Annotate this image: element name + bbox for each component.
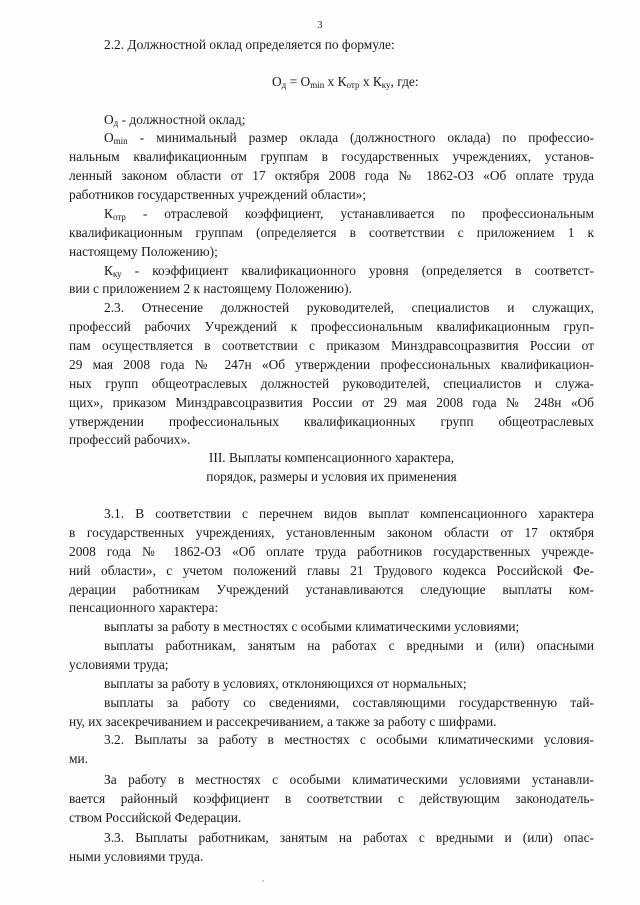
scan-speck: [262, 880, 264, 882]
clause-3-1-line: дерации работникам Учреждений устанавливаются следующие выплаты ком-: [69, 582, 594, 597]
clause-2-2: 2.2. Должностной оклад определяется по формуле:: [104, 37, 395, 52]
salary-formula: $О_д = О_{min}$ х $К_{отр}$ х $К_{ку}$, где:: [272, 74, 419, 90]
clause-2-3-line: пам осуществляется в соответствии с приказом Минздравсоцразвития России от: [69, 338, 594, 353]
clause-2-3-line: 2.3. Отнесение должностей руководителей, специалистов и служащих,: [104, 300, 594, 315]
clause-3-2-text-line: За работу в местностях с особыми климатическими условиями устанавли-: [104, 772, 594, 787]
section-3-title: III. Выплаты компенсационного характера,: [208, 450, 455, 465]
payment-item: выплаты за работу в местностях с особыми климатическими условиями;: [104, 619, 520, 634]
clause-3-1-line: 3.1. В соответствии с перечнем видов выплат компенсационного характера: [104, 506, 594, 521]
definition-omin-line: работников государственных учреждений области»;: [69, 187, 367, 202]
clause-2-3-line: 29 мая 2008 года № 247н «Об утверждении профессиональных квалификацион-: [69, 357, 594, 372]
clause-3-1-line: в государственных учреждениях, установленным законом области от 17 октября: [69, 525, 594, 540]
definition-kku-line: вии с приложением 2 к настоящему Положению).: [69, 281, 352, 296]
clause-3-3-line: ными условиями труда.: [69, 849, 204, 864]
clause-2-3-line: щих», приказом Минздравсоцразвития России от 29 мая 2008 года № 248н «Об: [69, 395, 594, 410]
definition-od: $О_д$ - должностной оклад;: [104, 112, 246, 128]
clause-3-2-line: ми.: [69, 751, 88, 766]
definition-kku-line: $К_{ку}$ - коэффициент квалификационного уровня (определяется в соответст-: [104, 263, 594, 279]
payment-item: выплаты за работу со сведениями, составляющими государственную тай-: [104, 695, 594, 710]
definition-omin-line: нальным квалификационным группам в государственных учреждениях, установ-: [69, 149, 594, 164]
definition-omin-line: $О_{min}$ - минимальный размер оклада (должностного оклада) по профессио-: [104, 130, 594, 146]
clause-2-3-line: ных групп общеотраслевых должностей руководителей, специалистов и служа-: [69, 376, 594, 391]
payment-item: выплаты работникам, занятым на работах с вредными и (или) опасными: [104, 638, 594, 653]
definition-kotr-line: квалификационным группам (определяется в соответствии с приложением 1 к: [69, 225, 594, 240]
section-3-title: порядок, размеры и условия их применения: [206, 469, 457, 484]
clause-2-3-line: профессий рабочих».: [69, 432, 191, 447]
definition-kotr-line: $К_{отр}$ - отраслевой коэффициент, устанавливается по профессиональным: [104, 206, 594, 222]
page-number: 3: [317, 20, 323, 31]
clause-3-3-line: 3.3. Выплаты работникам, занятым на работах с вредными и (или) опас-: [104, 830, 594, 845]
clause-2-3-line: профессий рабочих Учреждений к профессиональным квалификационным груп-: [69, 319, 594, 334]
payment-item: ну, их засекречиванием и рассекречиванием, а также за работу с шифрами.: [69, 714, 497, 729]
payment-item: выплаты за работу в условиях, отклоняющихся от нормальных;: [104, 676, 467, 691]
clause-3-1-line: 2008 года № 1862-ОЗ «Об оплате труда работников государственных учрежде-: [69, 544, 594, 559]
clause-3-2-text-line: вается районный коэффициент в соответствии с действующим законодатель-: [69, 791, 594, 806]
definition-kotr-line: настоящему Положению);: [69, 244, 218, 259]
definition-omin-line: ленный законом области от 17 октября 2008 года № 1862-ОЗ «Об оплате труда: [69, 168, 594, 183]
clause-3-2-line: 3.2. Выплаты за работу в местностях с особыми климатическими условия-: [104, 732, 594, 747]
clause-3-1-line: пенсационного характера:: [69, 600, 219, 615]
clause-3-2-text-line: ством Российской Федерации.: [69, 810, 242, 825]
clause-3-1-line: ний области», с учетом положений главы 21 Трудового кодекса Российской Фе-: [69, 563, 594, 578]
payment-item: условиями труда;: [69, 657, 169, 672]
clause-2-3-line: утверждении профессиональных квалификационных групп общеотраслевых: [69, 414, 594, 429]
